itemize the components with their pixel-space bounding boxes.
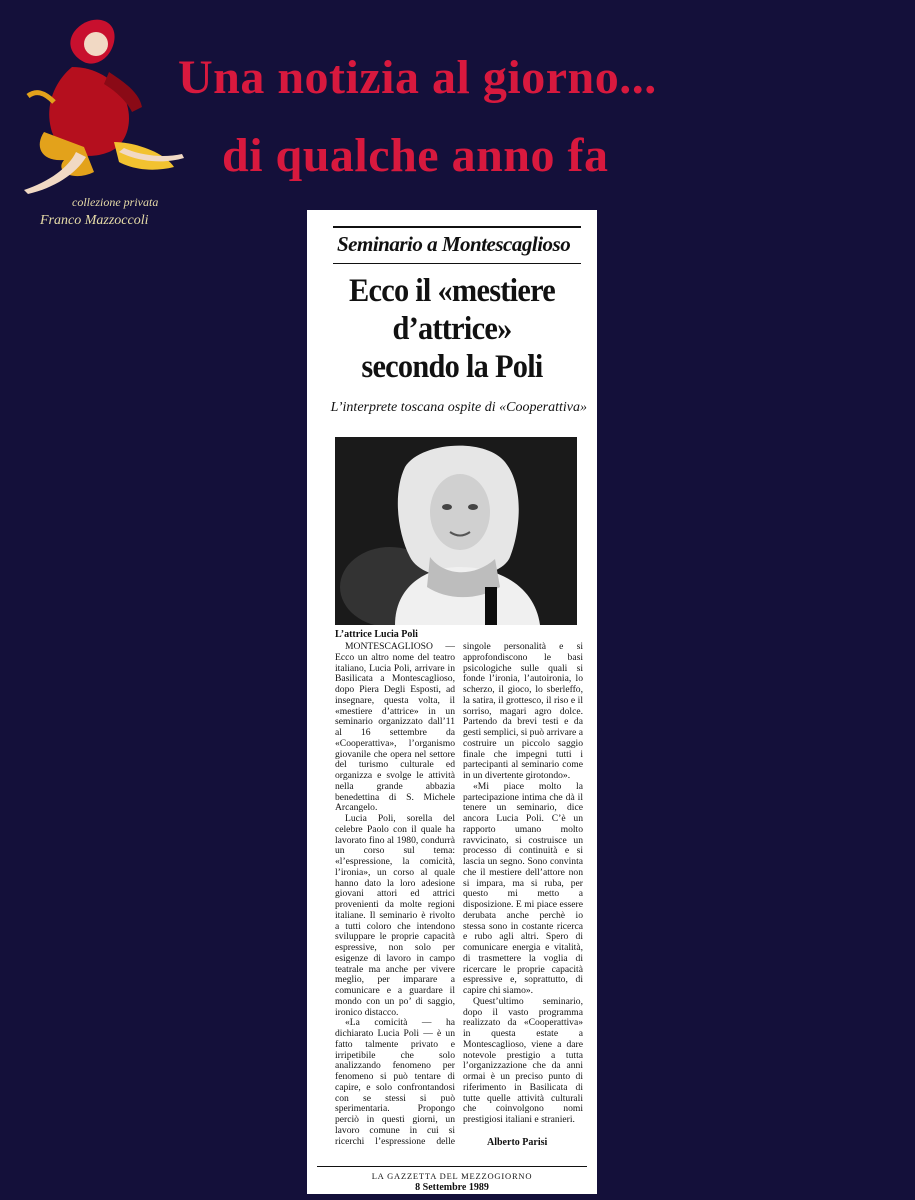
article-subtitle: L’interprete toscana ospite di «Cooperattiva» (330, 400, 587, 415)
masthead-rule-top (317, 1166, 587, 1167)
headline-line-1: Una notizia al giorno... (178, 51, 657, 104)
logo-caption-collection: collezione privata (72, 195, 159, 209)
logo-caption-owner: Franco Mazzoccoli (40, 213, 149, 228)
dancer-logo-icon (14, 12, 189, 197)
article-author: Alberto Parisi (487, 1137, 548, 1148)
article-title-line-2: d’attrice» (392, 311, 512, 347)
photo-caption: L’attrice Lucia Poli (335, 629, 418, 640)
portrait-image (335, 437, 577, 625)
headline-line-2: di qualche anno fa (222, 129, 609, 182)
collection-logo (14, 12, 189, 227)
newspaper-masthead: LA GAZZETTA DEL MEZZOGIORNO (371, 1171, 533, 1181)
publication-date: 8 Settembre 1989 (415, 1182, 489, 1193)
article-title-line-1: Ecco il «mestiere (348, 273, 556, 309)
article-paragraph: Quest’ultimo seminario, dopo il vasto programma realizzato da «Cooperattiva» in questa estate a Montescaglioso, viene a dare notevole prestigio a tutta l’organizzazione che da anni ormai è un preciso punto di riferimento in Basilicata di tutte quelle attività culturali che coinvolgono nomi prestigiosi italiani e stranieri. (463, 995, 583, 1125)
article-paragraph: Lucia Poli, sorella del celebre Paolo con il quale ha lavorato fino al 1980, condurrà un corso sul tema: «l’espressione, la comicità, l’ironia», un corso al quale hanno dato la loro adesione giovani attori ed attrici provenienti da molte regioni italiane. Il seminario è rivolto a tutti coloro che intendono sviluppare le proprie capacità espressive, non solo per esigenze di lavoro in campo teatrale ma anche per vivere meglio, per imparare a comunicare e a guardare il mondo con un po’ di saggio, ironico distacco. (335, 813, 455, 1018)
article-title-line-3: secondo la Poli (361, 349, 543, 385)
article-photo (335, 437, 577, 625)
article-paragraph: «La comicità — ha dichiarato Lucia Poli — è un fatto talmente privato e irripetibile che solo analizzando fenomeno per fenomeno si può tentare di capire, e solo confrontandosi con se stessi si può sperimentaria. Propongo perciò in questi giorni, un lavoro comune in cui si ricerchi l’espressione delle singole personalità e si approfondiscono le basi psicologiche sulle quali si fonde l’ironia, l’autoironia, lo scherzo, il gioco, lo sberleffo, la satira, il grottesco, il riso e il sorriso, magari agro dolce. Partendo da brevi testi e da gesti semplici, si può arrivare a costruire un piccolo saggio finale che impegni tutti i partecipanti al seminario come in un divertente girotondo». (335, 641, 583, 1147)
article-body (335, 642, 583, 1152)
article-paragraph: MONTESCAGLIOSO — Ecco un altro nome del teatro italiano, Lucia Poli, arrivare in Basilicata a Montescaglioso, dopo Piera Degli Esposti, ad insegnare, questa volta, il «mestiere d’attrice» in un seminario organizzato dall’11 al 16 settembre da «Cooperattiva», l’organismo giovanile che opera nel settore del turismo culturale ed organizza e svolge le attività nella grande abbazia benedettina di S. Michele Arcangelo. (335, 641, 455, 814)
article-kicker: Seminario a Montescaglioso (333, 226, 581, 264)
newspaper-clipping (307, 210, 597, 1194)
article-title (328, 272, 576, 386)
article-paragraph: «Mi piace molto la partecipazione intima che dà il tenere un seminario, dice ancora Lucia Poli. C’è un rapporto umano molto ravvicinato, si costruisce un processo di continuità e si lascia un segno. Sono convinta che il mestiere dell’attore non si impara, ma si ruba, per questo mi metto a disposizione. E mi piace essere derubata anche perchè io stessa sono in costante ricerca e rubo agli altri. Spero di comunicare energia e vitalità, di trasmettere la voglia di ricercare le proprie capacità espressive e, soprattutto, di capire chi siamo». (463, 780, 583, 996)
